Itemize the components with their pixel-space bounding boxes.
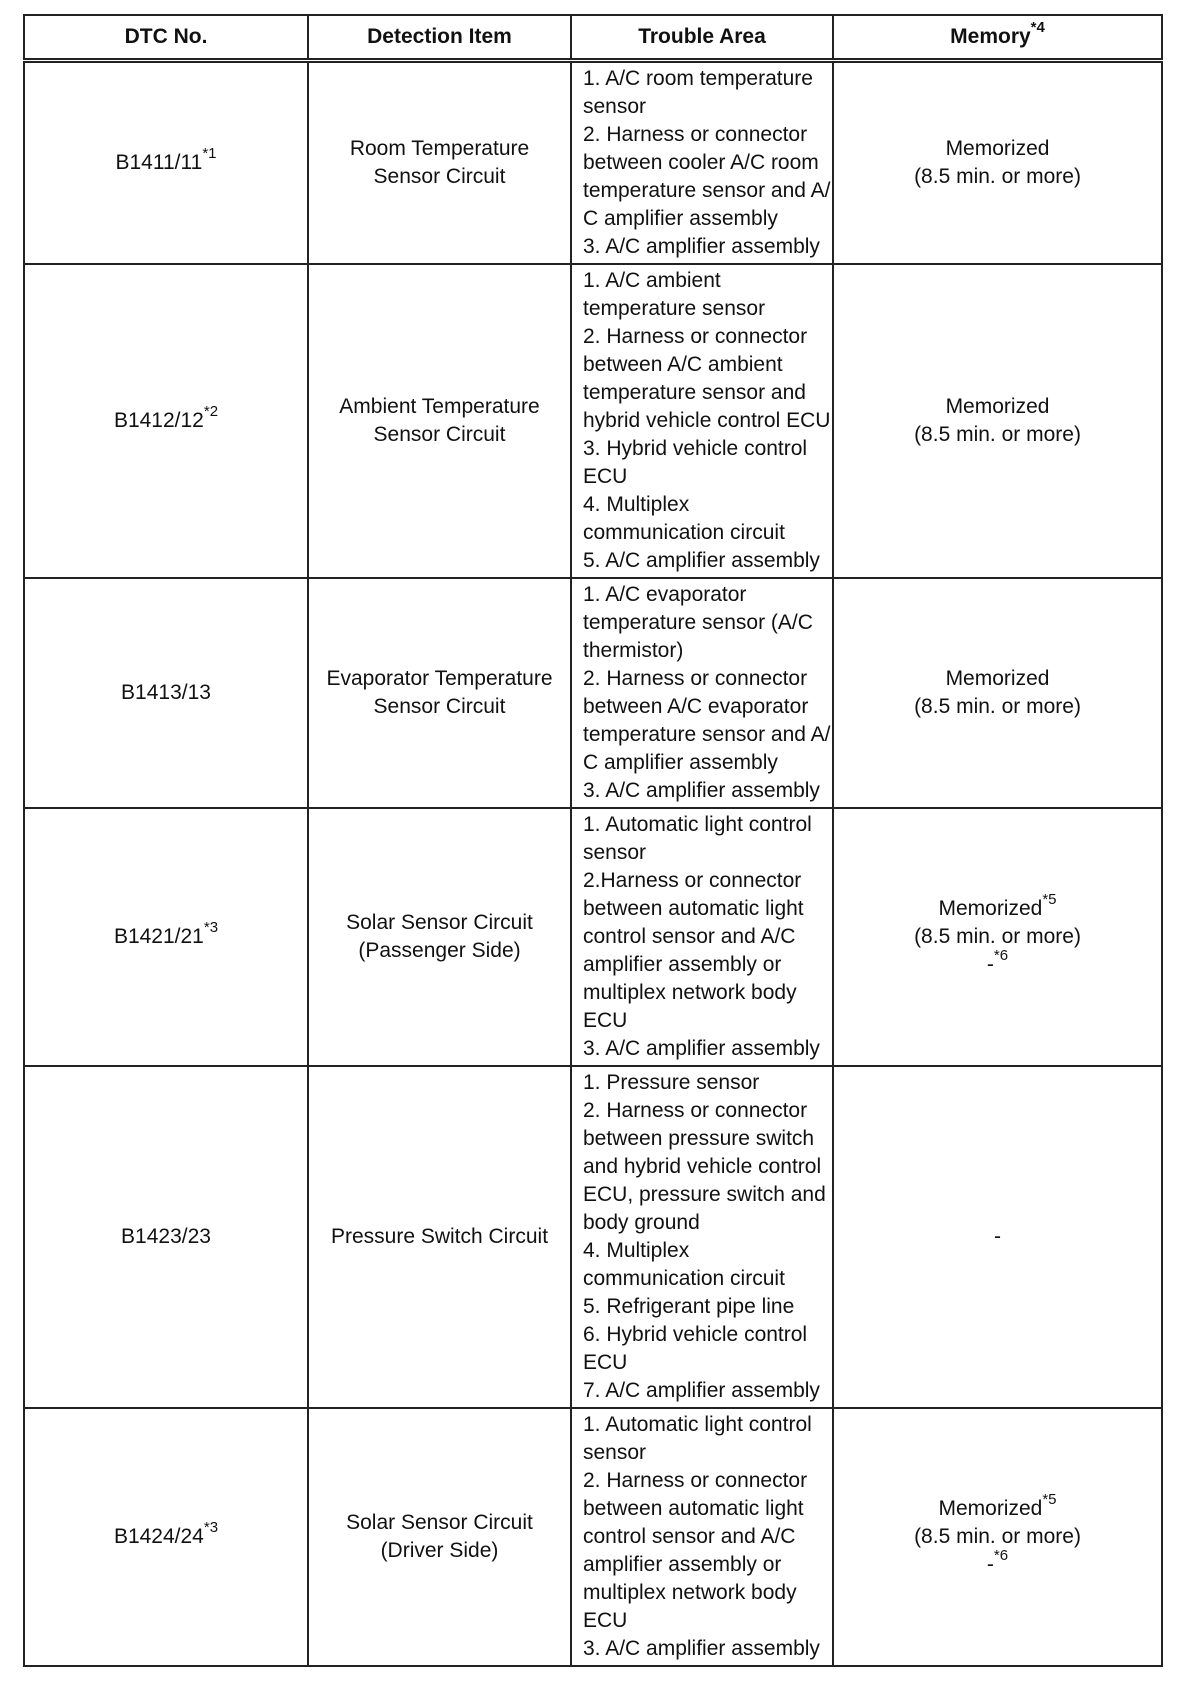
trouble-area-line: hybrid vehicle control ECU: [583, 409, 831, 432]
trouble-area-line: ECU, pressure switch and: [583, 1183, 826, 1206]
dtc-number: B1424/24: [113, 1525, 204, 1548]
detection-item-cell: [308, 61, 571, 265]
trouble-area-line: multiplex network body: [583, 1581, 797, 1604]
trouble-area-line: 4. Multiplex: [583, 493, 690, 516]
footnote-marker: *2: [203, 403, 219, 420]
trouble-area-line: 3. A/C amplifier assembly: [583, 779, 820, 802]
trouble-area-line: temperature sensor (A/C: [583, 611, 813, 634]
memory-duration: (8.5 min. or more): [914, 423, 1081, 446]
trouble-area-line: 2. Harness or connector: [583, 325, 808, 348]
trouble-area-line: 2. Harness or connector: [583, 123, 808, 146]
trouble-area-line: 2. Harness or connector: [583, 1099, 808, 1122]
dtc-number: B1413/13: [121, 681, 211, 704]
trouble-area-cell: [571, 578, 833, 808]
memory-status: Memorized: [938, 1497, 1043, 1520]
trouble-area-line: 1. A/C room temperature: [583, 67, 813, 90]
footnote-marker: *1: [202, 145, 217, 162]
trouble-area-line: sensor: [583, 841, 647, 864]
dtc-number-cell: [24, 61, 308, 265]
memory-status-line: [834, 891, 1161, 923]
footnote-marker: *3: [203, 919, 219, 936]
trouble-area-cell: [571, 61, 833, 265]
table-row: [24, 578, 1162, 808]
header-trouble-area: Trouble Area: [571, 15, 833, 61]
trouble-area-line: amplifier assembly or: [583, 1553, 782, 1576]
trouble-area-line: 2.Harness or connector: [583, 869, 802, 892]
footnote-marker: *4: [1030, 19, 1045, 36]
detection-item-line: Sensor Circuit: [373, 423, 506, 446]
memory-status-line: [834, 1223, 1161, 1251]
memory-status: Memorized: [945, 395, 1050, 418]
trouble-area-line: 1. Automatic light control: [583, 813, 812, 836]
dtc-number-cell: [24, 1066, 308, 1408]
memory-cell: [833, 1408, 1162, 1666]
table-row: [24, 61, 1162, 265]
memory-status-line: [834, 1491, 1161, 1523]
trouble-area-line: 5. A/C amplifier assembly: [583, 549, 820, 572]
detection-item-cell: [308, 578, 571, 808]
trouble-area-line: 1. Automatic light control: [583, 1413, 812, 1436]
footnote-marker: *3: [203, 1519, 219, 1536]
trouble-area-cell: [571, 1408, 833, 1666]
memory-status-line: [834, 135, 1161, 163]
header-detection-item: Detection Item: [308, 15, 571, 61]
trouble-area-line: C amplifier assembly: [583, 207, 778, 230]
trouble-area-line: ECU: [583, 1009, 628, 1032]
trouble-area-line: 3. A/C amplifier assembly: [583, 1037, 820, 1060]
trouble-area-line: 1. A/C ambient: [583, 269, 721, 292]
footnote-marker: *5: [1042, 891, 1057, 908]
trouble-area-line: 5. Refrigerant pipe line: [583, 1295, 795, 1318]
dtc-number: B1411/11: [115, 151, 203, 174]
trouble-area-line: C amplifier assembly: [583, 751, 778, 774]
detection-item-line: Room Temperature: [349, 137, 530, 160]
trouble-area-line: between automatic light: [583, 1497, 804, 1520]
trouble-area-line: between cooler A/C room: [583, 151, 819, 174]
detection-item-line: (Passenger Side): [358, 939, 521, 962]
trouble-area-line: ECU: [583, 1351, 628, 1374]
memory-duration: (8.5 min. or more): [914, 1525, 1081, 1548]
memory-duration: (8.5 min. or more): [914, 925, 1081, 948]
dtc-number-cell: [24, 808, 308, 1066]
trouble-area-line: 2. Harness or connector: [583, 667, 808, 690]
table-row: [24, 1408, 1162, 1666]
trouble-area-line: 1. Pressure sensor: [583, 1071, 760, 1094]
detection-item-cell: [308, 808, 571, 1066]
trouble-area-line: 3. A/C amplifier assembly: [583, 1637, 820, 1660]
trouble-area-line: communication circuit: [583, 521, 785, 544]
trouble-area-line: temperature sensor: [583, 297, 766, 320]
detection-item-cell: [308, 1066, 571, 1408]
trouble-area-line: between pressure switch: [583, 1127, 815, 1150]
trouble-area-line: ECU: [583, 1609, 628, 1632]
detection-item-line: Solar Sensor Circuit: [346, 911, 533, 934]
detection-item-cell: [308, 1408, 571, 1666]
trouble-area-line: sensor: [583, 1441, 647, 1464]
memory-duration: (8.5 min. or more): [914, 695, 1081, 718]
trouble-area-line: 2. Harness or connector: [583, 1469, 808, 1492]
trouble-area-cell: [571, 808, 833, 1066]
table-row: [24, 1066, 1162, 1408]
dtc-number-cell: [24, 1408, 308, 1666]
trouble-area-line: between automatic light: [583, 897, 804, 920]
header-row: [24, 15, 1162, 61]
trouble-area-line: 3. Hybrid vehicle control: [583, 437, 808, 460]
trouble-area-line: temperature sensor and: [583, 381, 806, 404]
detection-item-line: (Driver Side): [380, 1539, 499, 1562]
detection-item-line: Pressure Switch Circuit: [330, 1225, 549, 1248]
dtc-number: B1412/12: [113, 409, 204, 432]
trouble-area-cell: [571, 264, 833, 578]
detection-item-line: Sensor Circuit: [373, 695, 506, 718]
dtc-number-cell: [24, 264, 308, 578]
trouble-area-line: temperature sensor and A/: [583, 723, 831, 746]
memory-status: -: [994, 1225, 1001, 1248]
dtc-number: B1423/23: [121, 1225, 211, 1248]
memory-duration: (8.5 min. or more): [914, 165, 1081, 188]
dtc-number-cell: [24, 578, 308, 808]
trouble-area-line: control sensor and A/C: [583, 925, 796, 948]
memory-cell: [833, 578, 1162, 808]
trouble-area-line: communication circuit: [583, 1267, 785, 1290]
memory-cell: [833, 264, 1162, 578]
header-dtc-no: DTC No.: [24, 15, 308, 61]
detection-item-line: Solar Sensor Circuit: [346, 1511, 533, 1534]
detection-item-line: Sensor Circuit: [373, 165, 506, 188]
trouble-area-line: 7. A/C amplifier assembly: [583, 1379, 820, 1402]
trouble-area-line: multiplex network body: [583, 981, 797, 1004]
footnote-marker: *6: [993, 947, 1009, 964]
table-row: [24, 264, 1162, 578]
trouble-area-line: between A/C ambient: [583, 353, 783, 376]
trouble-area-line: temperature sensor and A/: [583, 179, 831, 202]
trouble-area-line: between A/C evaporator: [583, 695, 809, 718]
table-row: [24, 808, 1162, 1066]
memory-status: Memorized: [945, 667, 1050, 690]
memory-cell: [833, 61, 1162, 265]
table-body: [24, 61, 1162, 1667]
trouble-area-line: control sensor and A/C: [583, 1525, 796, 1548]
trouble-area-line: 1. A/C evaporator: [583, 583, 747, 606]
dtc-table: [23, 14, 1163, 1667]
detection-item-line: Evaporator Temperature: [326, 667, 553, 690]
memory-cell: [833, 1066, 1162, 1408]
memory-cell: [833, 808, 1162, 1066]
detection-item-cell: [308, 264, 571, 578]
memory-alt-dash: -: [986, 953, 994, 976]
footnote-marker: *6: [993, 1547, 1009, 1564]
dtc-number: B1421/21: [113, 925, 204, 948]
trouble-area-cell: [571, 1066, 833, 1408]
trouble-area-line: thermistor): [583, 639, 684, 662]
memory-status-line: [834, 665, 1161, 693]
memory-alt-line: [834, 947, 1161, 979]
trouble-area-line: 6. Hybrid vehicle control: [583, 1323, 808, 1346]
memory-alt-dash: -: [986, 1553, 994, 1576]
trouble-area-line: amplifier assembly or: [583, 953, 782, 976]
trouble-area-line: ECU: [583, 465, 628, 488]
table-header: [24, 15, 1162, 61]
memory-alt-line: [834, 1547, 1161, 1579]
trouble-area-line: and hybrid vehicle control: [583, 1155, 822, 1178]
footnote-marker: *5: [1042, 1491, 1057, 1508]
trouble-area-line: sensor: [583, 95, 647, 118]
memory-status: Memorized: [945, 137, 1050, 160]
trouble-area-line: 3. A/C amplifier assembly: [583, 235, 820, 258]
memory-status-line: [834, 393, 1161, 421]
header-memory: Memory$^{*4}$: [833, 15, 1162, 61]
memory-status: Memorized: [938, 897, 1043, 920]
detection-item-line: Ambient Temperature: [339, 395, 540, 418]
trouble-area-line: body ground: [583, 1211, 700, 1234]
trouble-area-line: 4. Multiplex: [583, 1239, 690, 1262]
